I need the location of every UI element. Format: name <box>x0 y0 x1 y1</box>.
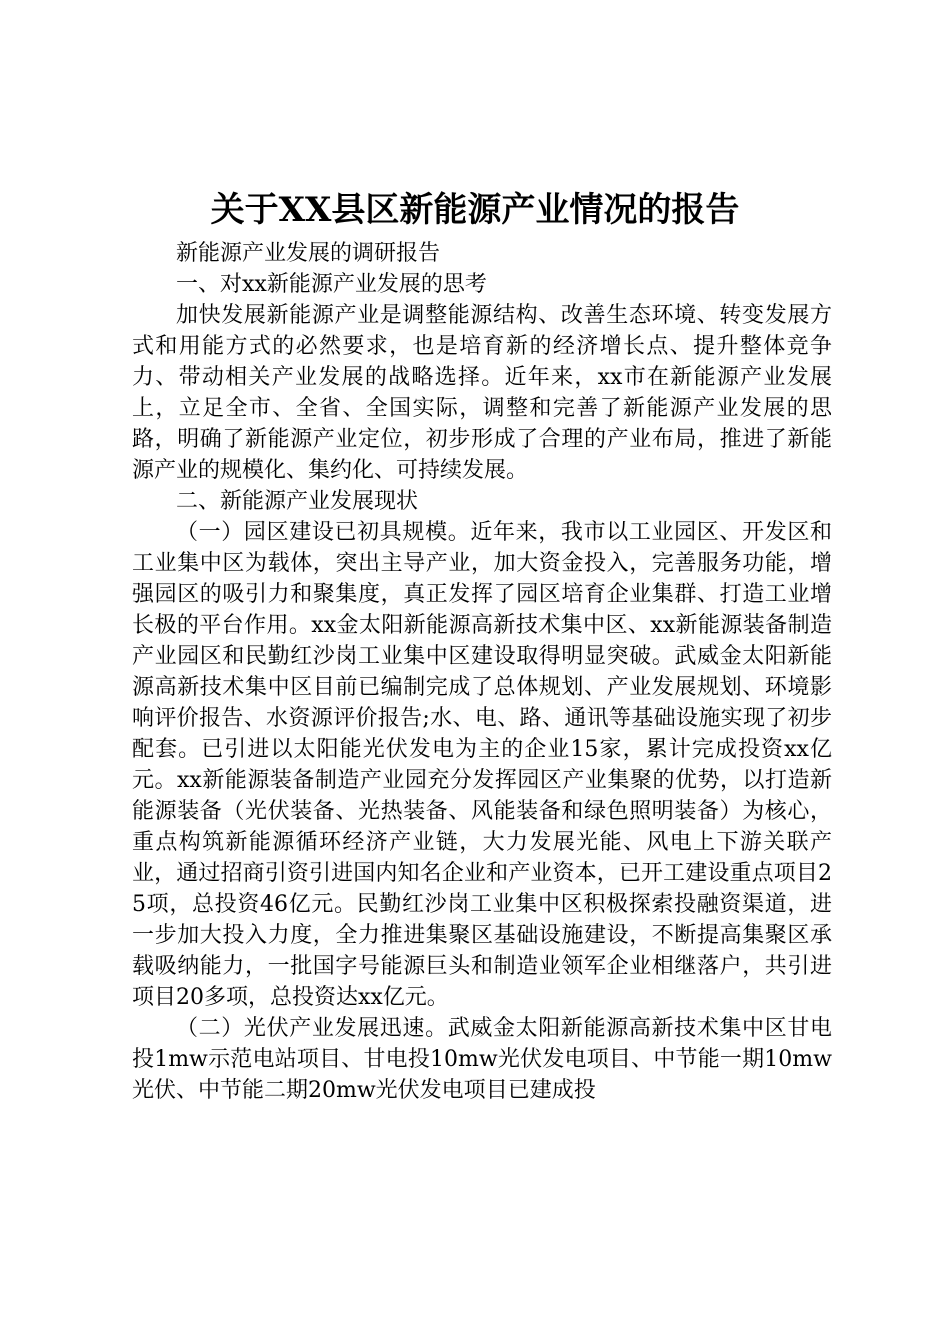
document-title: 关于XX县区新能源产业情况的报告 <box>210 190 740 230</box>
paragraph-subtitle: 新能源产业发展的调研报告 <box>176 241 441 266</box>
paragraph-section-heading-2: 二、新能源产业发展现状 <box>176 489 419 514</box>
document-body <box>132 238 832 1106</box>
paragraph-body-2: （一）园区建设已初具规模。近年来，我市以工业园区、开发区和工业集中区为载体，突出主导产业，加大资金投入，完善服务功能，增强园区的吸引力和聚集度，真正发挥了园区培育企业集群、打造工业增长极的平台作用。xx金太阳新能源高新技术集中区、xx新能源装备制造产业园区和民勤红沙岗工业集中区建设取得明显突破。武威金太阳新能源高新技术集中区目前已编制完成了总体规划、产业发展规划、环境影响评价报告、水资源评价报告;水、电、路、通讯等基础设施实现了初步配套。已引进以太阳能光伏发电为主的企业15家，累计完成投资xx亿元。xx新能源装备制造产业园充分发挥园区产业集聚的优势，以打造新能源装备（光伏装备、光热装备、风能装备和绿色照明装备）为核心，重点构筑新能源循环经济产业链，大力发展光能、风电上下游关联产业，通过招商引资引进国内知名企业和产业资本，已开工建设重点项目25项，总投资46亿元。民勤红沙岗工业集中区积极探索投融资渠道，进一步加大投入力度，全力推进集聚区基础设施建设，不断提高集聚区承载吸纳能力，一批国字号能源巨头和制造业领军企业相继落户，共引进项目20多项，总投资达xx亿元。 <box>132 520 832 1010</box>
paragraph-body-1: 加快发展新能源产业是调整能源结构、改善生态环境、转变发展方式和用能方式的必然要求，也是培育新的经济增长点、提升整体竞争力、带动相关产业发展的战略选择。近年来，xx市在新能源产业发展上，立足全市、全省、全国实际，调整和完善了新能源产业发展的思路，明确了新能源产业定位，初步形成了合理的产业布局，推进了新能源产业的规模化、集约化、可持续发展。 <box>132 303 832 483</box>
paragraph-section-heading-1: 一、对xx新能源产业发展的思考 <box>176 272 487 297</box>
paragraph-body-3: （二）光伏产业发展迅速。武威金太阳新能源高新技术集中区甘电投1mw示范电站项目、甘电投10mw光伏发电项目、中节能一期10mw光伏、中节能二期20mw光伏发电项目已建成投 <box>132 1016 832 1103</box>
